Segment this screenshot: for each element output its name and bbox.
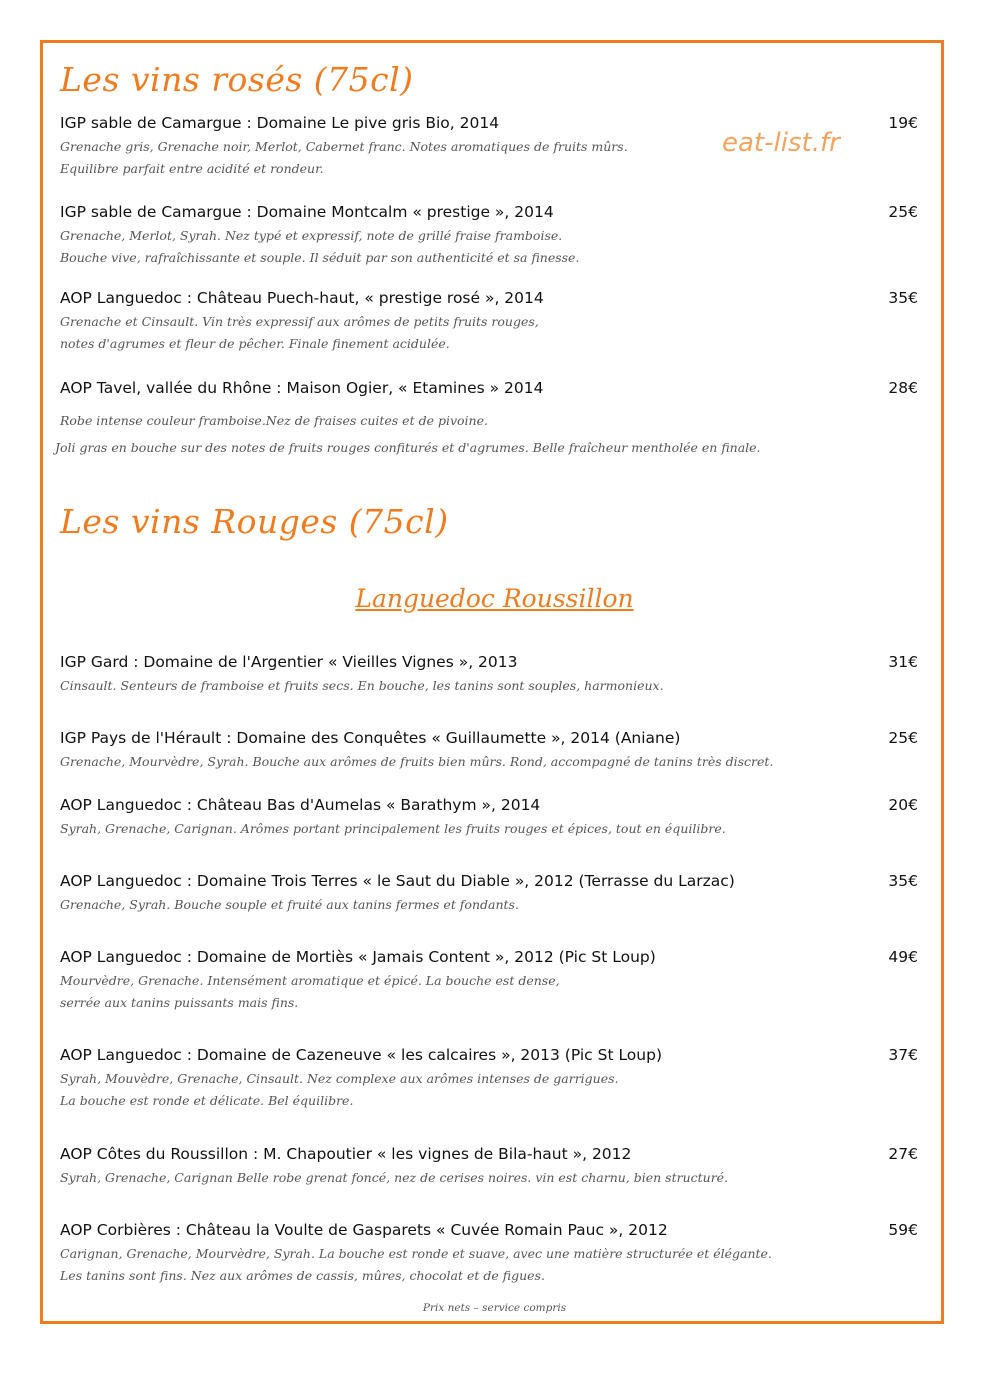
wine-name: AOP Languedoc : Domaine de Mortiès « Jamais Content », 2012 (Pic St Loup) [60,948,656,966]
wine-description: Grenache, Syrah. Bouche souple et fruité aux tanins fermes et fondants. [60,897,519,912]
wine-price: 35€ [888,289,918,307]
wine-price: 25€ [888,203,918,221]
section-title-rouges: Les vins Rouges (75cl) [60,502,449,541]
wine-description: notes d'agrumes et fleur de pêcher. Finale finement acidulée. [60,336,450,351]
wine-name: AOP Languedoc : Château Bas d'Aumelas « Barathym », 2014 [60,796,541,814]
wine-price: 35€ [888,872,918,890]
wine-description: Syrah, Grenache, Carignan. Arômes portant principalement les fruits rouges et épices, tout en équilibre. [60,821,726,836]
wine-name: AOP Tavel, vallée du Rhône : Maison Ogier, « Etamines » 2014 [60,379,544,397]
wine-description: serrée aux tanins puissants mais fins. [60,995,299,1010]
wine-description: La bouche est ronde et délicate. Bel équilibre. [60,1093,354,1108]
wine-description: Grenache, Merlot, Syrah. Nez typé et expressif, note de grillé fraise framboise. [60,228,563,243]
wine-item-rouge-3 [60,796,918,840]
wine-description: Grenache et Cinsault. Vin très expressif aux arômes de petits fruits rouges, [60,314,539,329]
wine-description: Robe intense couleur framboise.Nez de fraises cuites et de pivoine. [60,413,488,428]
wine-price: 27€ [888,1145,918,1163]
wine-item-rose-4 [55,379,918,459]
wine-price: 59€ [888,1221,918,1239]
wine-description: Grenache, Mourvèdre, Syrah. Bouche aux arômes de fruits bien mûrs. Rond, accompagné de tanins très discret. [60,754,774,769]
wine-price: 20€ [888,796,918,814]
wine-price: 49€ [888,948,918,966]
section-title-roses: Les vins rosés (75cl) [60,60,414,99]
wine-item-rose-1 [60,114,918,180]
wine-name: AOP Languedoc : Château Puech-haut, « prestige rosé », 2014 [60,289,544,307]
wine-name: IGP sable de Camargue : Domaine Montcalm « prestige », 2014 [60,203,554,221]
wine-description: Joli gras en bouche sur des notes de fruits rouges confiturés et d'agrumes. Belle fraîcheur mentholée en finale. [55,440,761,455]
wine-name: IGP sable de Camargue : Domaine Le pive gris Bio, 2014 [60,114,500,132]
wine-price: 31€ [888,653,918,671]
wine-description: Cinsault. Senteurs de framboise et fruits secs. En bouche, les tanins sont souples, harmonieux. [60,678,664,693]
wine-price: 19€ [888,114,918,132]
wine-name: IGP Pays de l'Hérault : Domaine des Conquêtes « Guillaumette », 2014 (Aniane) [60,729,681,747]
wine-item-rose-3 [60,289,918,355]
wine-item-rouge-8 [60,1221,918,1287]
wine-description: Grenache gris, Grenache noir, Merlot, Cabernet franc. Notes aromatiques de fruits mûrs. [60,139,628,154]
wine-item-rouge-2 [60,729,918,773]
wine-name: IGP Gard : Domaine de l'Argentier « Vieilles Vignes », 2013 [60,653,518,671]
wine-description: Equilibre parfait entre acidité et rondeur. [60,161,324,176]
wine-description: Carignan, Grenache, Mourvèdre, Syrah. La bouche est ronde et suave, avec une matière structurée et élégante. [60,1246,772,1261]
wine-item-rouge-6 [60,1046,918,1112]
wine-price: 28€ [888,379,918,397]
wine-name: AOP Côtes du Roussillon : M. Chapoutier « les vignes de Bila-haut », 2012 [60,1145,632,1163]
wine-description: Mourvèdre, Grenache. Intensément aromatique et épicé. La bouche est dense, [60,973,560,988]
watermark: eat-list.fr [722,128,840,158]
wine-name: AOP Corbières : Château la Voulte de Gasparets « Cuvée Romain Pauc », 2012 [60,1221,668,1239]
wine-description: Bouche vive, rafraîchissante et souple. Il séduit par son authenticité et sa finesse. [60,250,580,265]
wine-description: Les tanins sont fins. Nez aux arômes de cassis, mûres, chocolat et de figues. [60,1268,545,1283]
wine-item-rouge-1 [60,653,918,697]
price-footnote: Prix nets – service compris [422,1302,567,1314]
wine-price: 25€ [888,729,918,747]
wine-description: Syrah, Mouvèdre, Grenache, Cinsault. Nez complexe aux arômes intenses de garrigues. [60,1071,619,1086]
wine-name: AOP Languedoc : Domaine de Cazeneuve « les calcaires », 2013 (Pic St Loup) [60,1046,663,1064]
wine-name: AOP Languedoc : Domaine Trois Terres « le Saut du Diable », 2012 (Terrasse du Larzac) [60,872,735,890]
wine-item-rose-2 [60,203,918,269]
wine-item-rouge-7 [60,1145,918,1189]
wine-description: Syrah, Grenache, Carignan Belle robe grenat foncé, nez de cerises noires. vin est charnu, bien structuré. [60,1170,729,1185]
wine-item-rouge-4 [60,872,918,916]
region-subtitle: Languedoc Roussillon [355,584,634,613]
wine-item-rouge-5 [60,948,918,1014]
wine-price: 37€ [888,1046,918,1064]
